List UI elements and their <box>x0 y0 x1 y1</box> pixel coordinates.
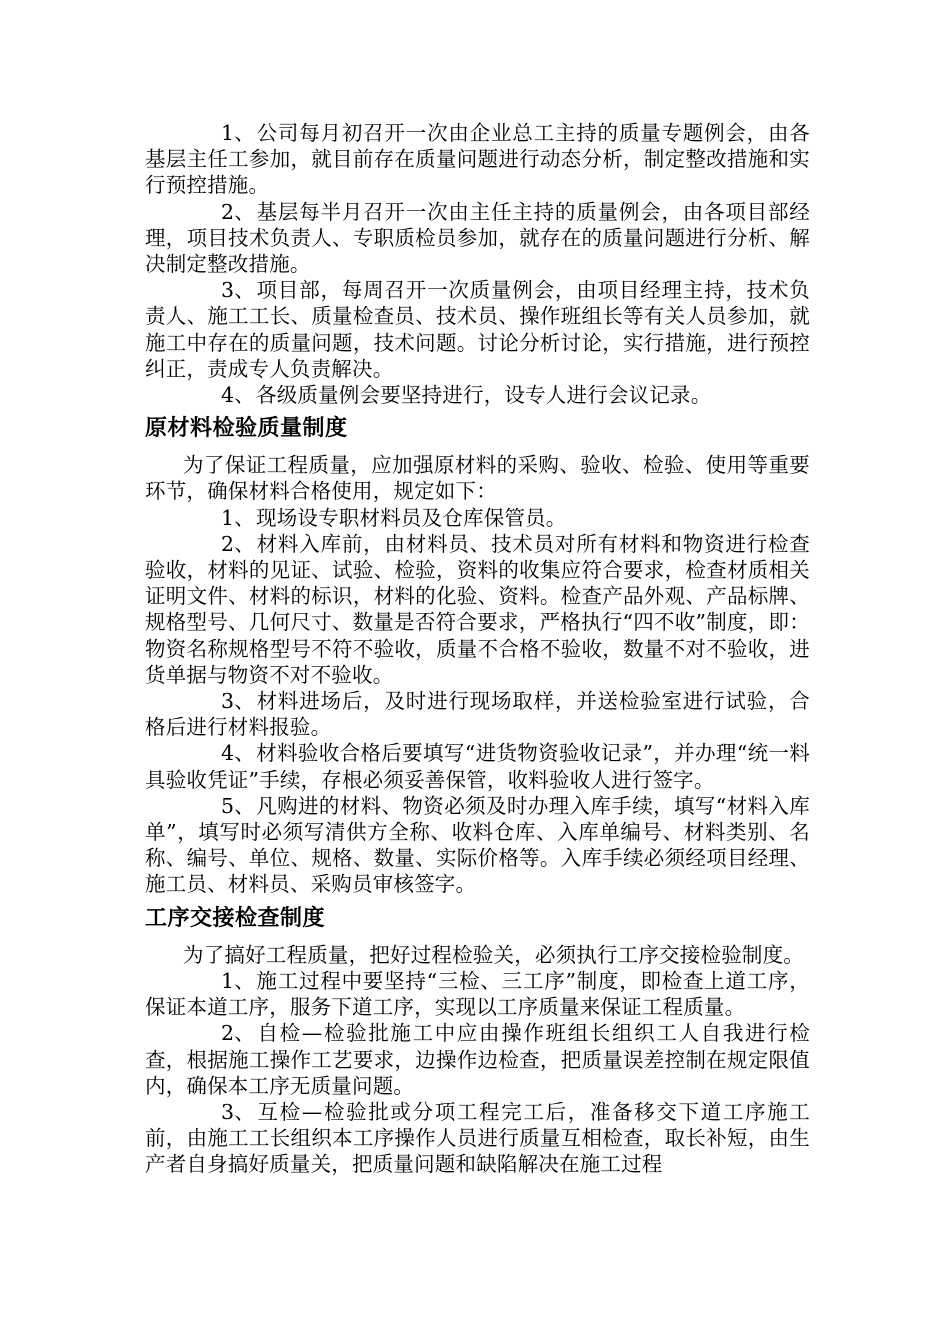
section-intro: 为了搞好工程质量，把好过程检验关，必须执行工序交接检验制度。 <box>183 942 804 967</box>
paragraph-item: 3、互检—检验批或分项工程完工后，准备移交下道工序施工前，由施工工长组织本工序操作人员进行质量互相检查，取长补短，由生产者自身搞好质量关，把质量问题和缺陷解决在施工过程 <box>145 1099 810 1177</box>
paragraph-item: 1、施工过程中要坚持“三检、三工序”制度，即检查上道工序，保证本道工序，服务下道工序，实现以工序质量来保证工程质量。 <box>145 968 810 1020</box>
paragraph-item: 4、材料验收合格后要填写“进货物资验收记录”，并办理“统一料具验收凭证”手续，存根必须妥善保管，收料验收人进行签字。 <box>145 741 810 792</box>
paragraph-item: 2、自检—检验批施工中应由操作班组长组织工人自我进行检查，根据施工操作工艺要求，边操作边检查，把质量误差控制在规定限值内，确保本工序无质量问题。 <box>145 1021 810 1098</box>
paragraph-item: 5、凡购进的材料、物资必须及时办理入库手续，填写“材料入库单”，填写时必须写清供方全称、收料仓库、入库单编号、材料类别、名称、编号、单位、规格、数量、实际价格等。入库手续必须经项目经理、施工员、材料员、采购员审核签字。 <box>145 793 810 897</box>
section-heading: 原材料检验质量制度 <box>145 416 348 442</box>
document-page <box>145 120 810 1178</box>
paragraph-item: 4、各级质量例会要坚持进行，设专人进行会议记录。 <box>221 383 712 408</box>
paragraph-item: 1、现场设专职材料员及仓库保管员。 <box>221 505 567 530</box>
paragraph-item: 3、项目部，每周召开一次质量例会，由项目经理主持，技术负责人、施工工长、质量检查员、技术员、操作班组长等有关人员参加，就施工中存在的质量问题，技术问题。讨论分析讨论，实行措施，进行预控纠正，责成专人负责解决。 <box>145 278 810 381</box>
paragraph-item: 2、材料入库前，由材料员、技术员对所有材料和物资进行检查验收，材料的见证、试验、检验，资料的收集应符合要求，检查材质相关证明文件、材料的标识，材料的化验、资料。检查产品外观、产品标牌、规格型号、几何尺寸、数量是否符合要求，严格执行“四不收”制度，即：物资名称规格型号不符不验收，质量不合格不验收，数量不对不验收，进货单据与物资不对不验收。 <box>145 531 810 687</box>
paragraph-item: 1、公司每月初召开一次由企业总工主持的质量专题例会，由各基层主任工参加，就目前存在质量问题进行动态分析，制定整改措施和实行预控措施。 <box>145 121 810 198</box>
paragraph-item: 2、基层每半月召开一次由主任主持的质量例会，由各项目部经理，项目技术负责人、专职质检员参加，就存在的质量问题进行分析、解决制定整改措施。 <box>145 199 810 277</box>
paragraph-item: 3、材料进场后，及时进行现场取样，并送检验室进行试验，合格后进行材料报验。 <box>145 689 810 740</box>
section-intro: 为了保证工程质量，应加强原材料的采购、验收、检验、使用等重要环节，确保材料合格使用，规定如下： <box>145 453 810 504</box>
section-heading: 工序交接检查制度 <box>145 905 326 931</box>
